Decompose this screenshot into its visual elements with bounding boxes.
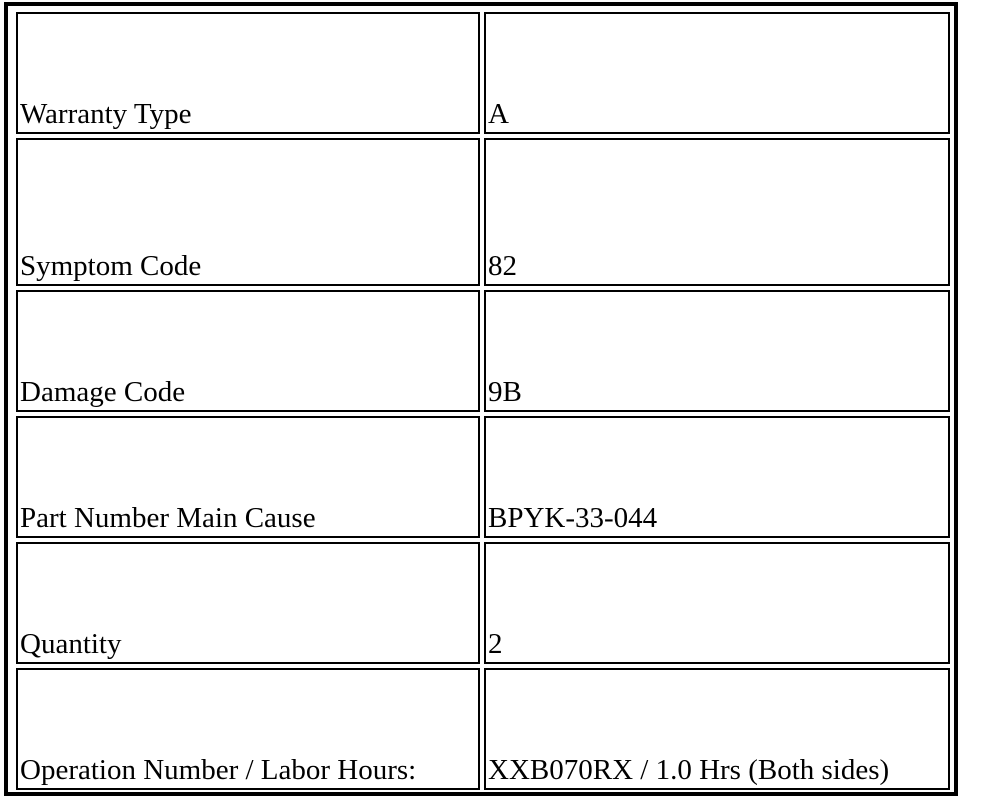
damage-code-label: Damage Code [20, 376, 186, 408]
part-number-label: Part Number Main Cause [20, 502, 316, 534]
symptom-code-value: 82 [488, 250, 517, 282]
part-number-value-cell [484, 416, 950, 538]
warranty-table [4, 2, 958, 796]
part-number-value: BPYK-33-044 [488, 502, 658, 534]
warranty-type-value-cell [484, 12, 950, 134]
table-row [8, 12, 954, 134]
table-row [8, 138, 954, 286]
symptom-code-value-cell [484, 138, 950, 286]
damage-code-value: 9B [488, 376, 522, 408]
quantity-label: Quantity [20, 628, 122, 660]
damage-code-value-cell [484, 290, 950, 412]
quantity-value: 2 [488, 628, 503, 660]
warranty-type-value: A [488, 98, 509, 130]
table-row [8, 416, 954, 538]
warranty-type-label: Warranty Type [20, 98, 192, 130]
operation-number-value: XXB070RX / 1.0 Hrs (Both sides) [488, 754, 890, 786]
warranty-type-label-cell [16, 12, 480, 134]
symptom-code-label-cell [16, 138, 480, 286]
quantity-label-cell [16, 542, 480, 664]
symptom-code-label: Symptom Code [20, 250, 202, 282]
table-row [8, 668, 954, 790]
operation-number-label-cell [16, 668, 480, 790]
quantity-value-cell [484, 542, 950, 664]
operation-number-value-cell [484, 668, 950, 790]
damage-code-label-cell [16, 290, 480, 412]
part-number-label-cell [16, 416, 480, 538]
table-row [8, 290, 954, 412]
table-row [8, 542, 954, 664]
operation-number-label: Operation Number / Labor Hours: [20, 754, 417, 786]
